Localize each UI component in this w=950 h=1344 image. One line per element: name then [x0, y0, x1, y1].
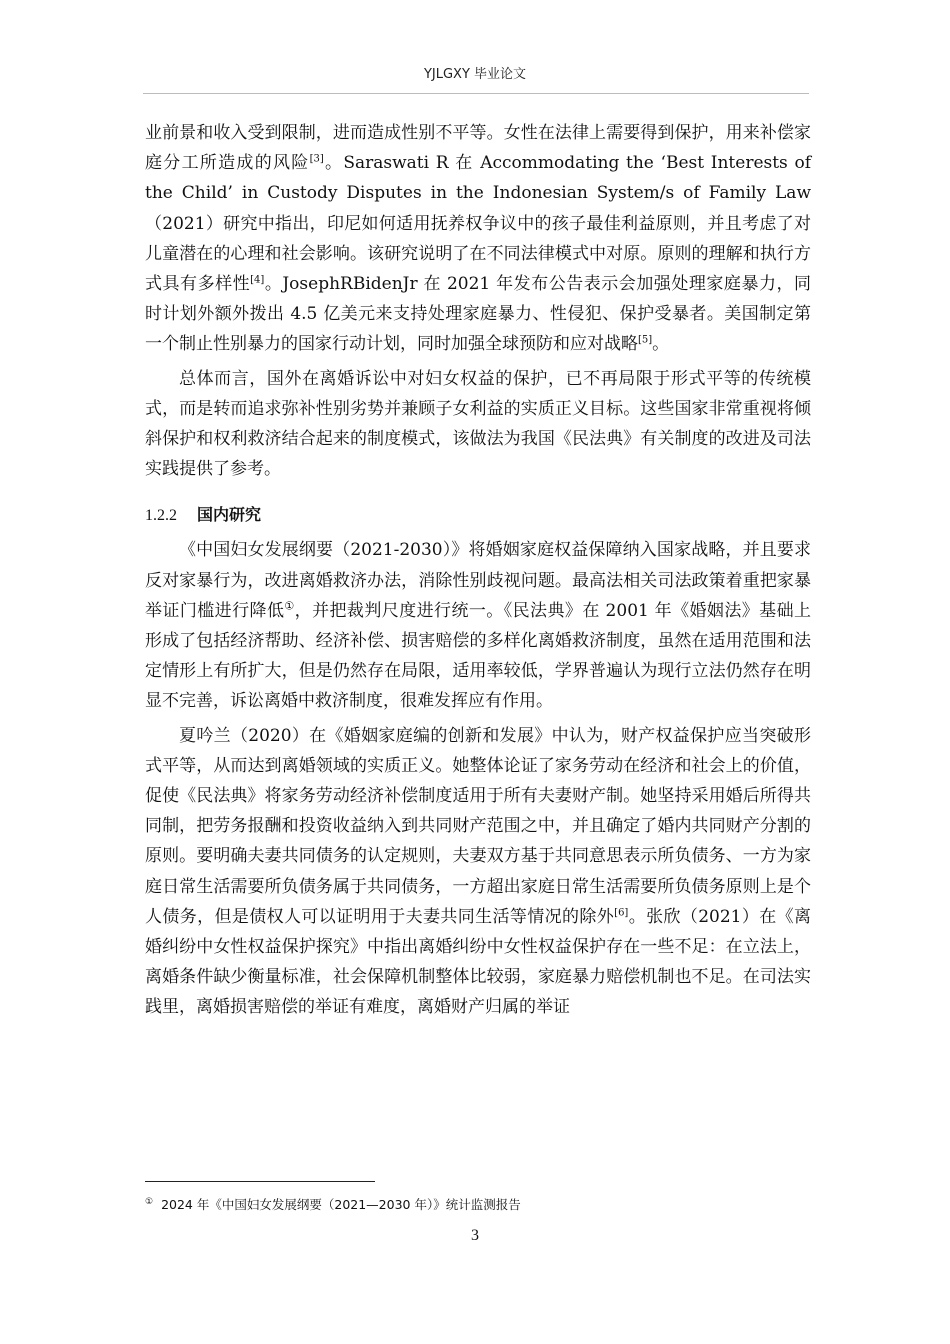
paragraph-1 [145, 118, 811, 360]
footnote [145, 1193, 811, 1214]
paragraph-1-text-c: 。JosephRBidenJr 在 2021 年发布公告表示会加强处理家庭暴力，同时计划外额外拨出 4.5 亿美元来支持处理家庭暴力、性侵犯、保护受暴者。美国制定第一个制止性别暴力的国家行动计划，同时加强全球预防和应对战略 [145, 274, 812, 355]
page-number: 3 [471, 1227, 479, 1244]
body-text [145, 118, 811, 1023]
paragraph-3-text-b: ，并把裁判尺度进行统一。《民法典》在 2001 年《婚姻法》基础上形成了包括经济帮助、经济补偿、损害赔偿的多样化离婚救济制度，虽然在适用范围和法定情形上有所扩大，但是仍然存在局限，适用率较低，学界普遍认为现行立法仍然存在明显不完善，诉讼离婚中救济制度，很难发挥应有作用。 [145, 600, 812, 712]
footnote-reference[interactable]: ① [284, 599, 295, 613]
section-heading [145, 500, 811, 531]
paragraph-4-text-b: 。张欣（2021）在《离婚纠纷中女性权益保护探究》中指出离婚纠纷中女性权益保护存在一些不足：在立法上，离婚条件缺少衡量标准，社会保障机制整体比较弱，家庭暴力赔偿机制也不足。在司法实践里，离婚损害赔偿的举证有难度，离婚财产归属的举证 [145, 906, 811, 1018]
footnote-text: 2024 年《中国妇女发展纲要（2021—2030 年）》统计监测报告 [161, 1197, 521, 1213]
footnote-separator [145, 1181, 375, 1182]
paragraph-2: 总体而言，国外在离婚诉讼中对妇女权益的保护，已不再局限于形式平等的传统模式，而是转而追求弥补性别劣势并兼顾子女利益的实质正义目标。这些国家非常重视将倾斜保护和权利救济结合起来的制度模式，该做法为我国《民法典》有关制度的改进及司法实践提供了参考。 [145, 368, 811, 480]
paragraph-3-text-a: 《中国妇女发展纲要（2021-2030）》将婚姻家庭权益保障纳入国家战略，并且要求反对家暴行为，改进离婚救济办法，消除性别歧视问题。最高法相关司法政策着重把家暴举证门槛进行降低 [145, 540, 811, 621]
section-number: 1.2.2 [145, 507, 177, 525]
citation-4: [4] [250, 274, 265, 286]
running-header: YJLGXY 毕业论文 [423, 67, 527, 82]
paragraph-4 [145, 721, 811, 1023]
paragraph-3 [145, 535, 811, 716]
paragraph-1-text-b: 。Saraswati R 在 Accommodating the ‘Best Interests of the Child’ in Custody Disputes in the Indonesian System/s of Family Law（2021）研究中指出，印尼如何适用抚养权争议中的孩子最佳利益原则，并且考虑了对儿童潜在的心理和社会影响。该研究说明了在不同法律模式中对原。原则的理解和执行方式具有多样性 [145, 153, 812, 295]
citation-3: [3] [309, 153, 324, 165]
paragraph-1-text-d: 。 [652, 334, 670, 355]
header-rule [143, 93, 809, 94]
section-title: 国内研究 [197, 505, 262, 525]
footnote-mark: ① [145, 1197, 154, 1207]
citation-5: [5] [638, 334, 653, 346]
citation-6: [6] [614, 907, 629, 919]
paragraph-1-text-a: 业前景和收入受到限制，进而造成性别不平等。女性在法律上需要得到保护，用来补偿家庭分工所造成的风险 [145, 123, 811, 174]
paragraph-4-text-a: 夏吟兰（2020）在《婚姻家庭编的创新和发展》中认为，财产权益保护应当突破形式平等，从而达到离婚领域的实质正义。她整体论证了家务劳动在经济和社会上的价值，促使《民法典》将家务劳动经济补偿制度适用于所有夫妻财产制。她坚持采用婚后所得共同制，把劳务报酬和投资收益纳入到共同财产范围之中，并且确定了婚内共同财产分割的原则。要明确夫妻共同债务的认定规则，夫妻双方基于共同意思表示所负债务、一方为家庭日常生活需要所负债务属于共同债务，一方超出家庭日常生活需要所负债务原则上是个人债务，但是债权人可以证明用于夫妻共同生活等情况的除外 [145, 725, 811, 927]
